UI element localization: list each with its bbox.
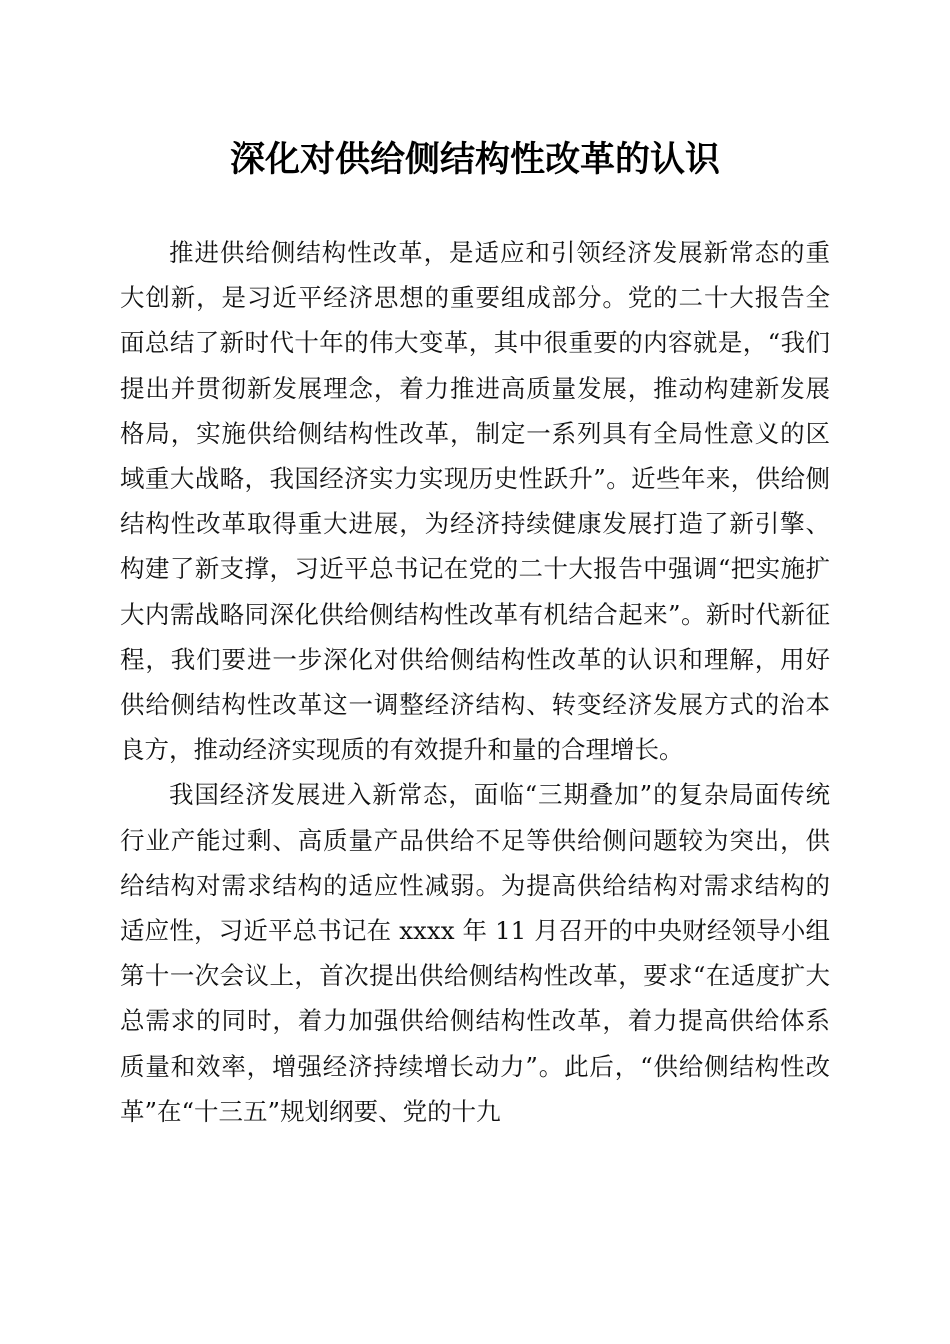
document-title: 深化对供给侧结构性改革的认识 <box>229 139 720 180</box>
paragraph-1: 推进供给侧结构性改革，是适应和引领经济发展新常态的重大创新，是习近平经济思想的重要组成部分。党的二十大报告全面总结了新时代十年的伟大变革，其中很重要的内容就是，“我们提出并贯彻新发展理念，着力推进高质量发展，推动构建新发展格局，实施供给侧结构性改革，制定一系列具有全局性意义的区域重大战略，我国经济实力实现历史性跃升”。近些年来，供给侧结构性改革取得重大进展，为经济持续健康发展打造了新引擎、构建了新支撑，习近平总书记在党的二十大报告中强调“把实施扩大内需战略同深化供给侧结构性改革有机结合起来”。新时代新征程，我们要进一步深化对供给侧结构性改革的认识和理解，用好供给侧结构性改革这一调整经济结构、转变经济发展方式的治本良方，推动经济实现质的有效提升和量的合理增长。 <box>120 238 830 765</box>
document-body <box>120 230 830 1134</box>
paragraph-2: 我国经济发展进入新常态，面临“三期叠加”的复杂局面传统行业产能过剩、高质量产品供给不足等供给侧问题较为突出，供给结构对需求结构的适应性减弱。为提高供给结构对需求结构的适应性，习近平总书记在 xxxx 年 11 月召开的中央财经领导小组第十一次会议上，首次提出供给侧结构性改革，要求“在适度扩大总需求的同时，着力加强供给侧结构性改革，着力提高供给体系质量和效率，增强经济持续增长动力”。此后，“供给侧结构性改革”在“十三五”规划纲要、党的十九 <box>120 780 830 1126</box>
